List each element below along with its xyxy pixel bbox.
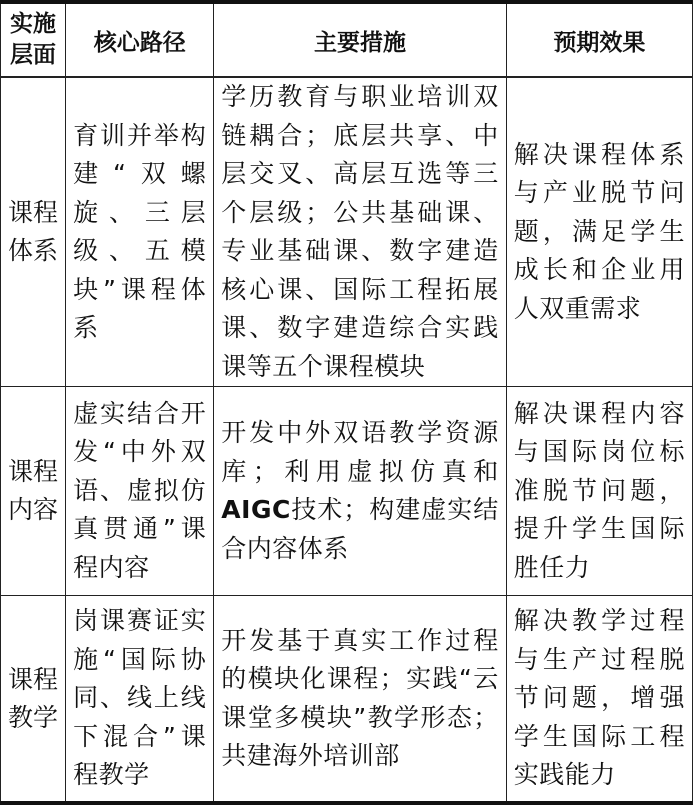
header-measures: 主要措施: [214, 2, 506, 77]
measures-text-post: 技术；构建虚实结合内容体系: [221, 495, 499, 563]
effects-cell: 解决课程内容与国际岗位标准脱节问题，提升学生国际胜任力: [506, 387, 692, 596]
header-path: 核心路径: [66, 2, 214, 77]
measures-cell: [214, 387, 506, 596]
path-cell: 育训并举构建“双螺旋、三层级、五模块”课程体系: [66, 77, 214, 387]
effects-cell: 解决课程体系与产业脱节问题，满足学生成长和企业用人双重需求: [506, 77, 692, 387]
aigc-term: AIGC: [221, 495, 291, 524]
table-row: [1, 387, 693, 596]
layer-cell: 课程体系: [1, 77, 66, 387]
effects-cell: 解决教学过程与生产过程脱节问题，增强学生国际工程实践能力: [506, 596, 692, 804]
measures-cell: 开发基于真实工作过程的模块化课程；实践“云课堂多模块”教学形态；共建海外培训部: [214, 596, 506, 804]
layer-cell: 课程内容: [1, 387, 66, 596]
header-layer: 实施层面: [1, 2, 66, 77]
path-cell: 虚实结合开发“中外双语、虚拟仿真贯通”课程内容: [66, 387, 214, 596]
measures-cell: 学历教育与职业培训双链耦合；底层共享、中层交叉、高层互选等三个层级；公共基础课、专业基础课、数字建造核心课、国际工程拓展课、数字建造综合实践课等五个课程模块: [214, 77, 506, 387]
layer-cell: 课程教学: [1, 596, 66, 804]
path-cell: 岗课赛证实施“国际协同、线上线下混合”课程教学: [66, 596, 214, 804]
table-row: [1, 596, 693, 804]
header-row: [1, 2, 693, 77]
table-row: [1, 77, 693, 387]
measures-text-pre: 开发中外双语教学资源库；利用虚拟仿真和: [221, 418, 499, 486]
header-effects: 预期效果: [506, 2, 692, 77]
